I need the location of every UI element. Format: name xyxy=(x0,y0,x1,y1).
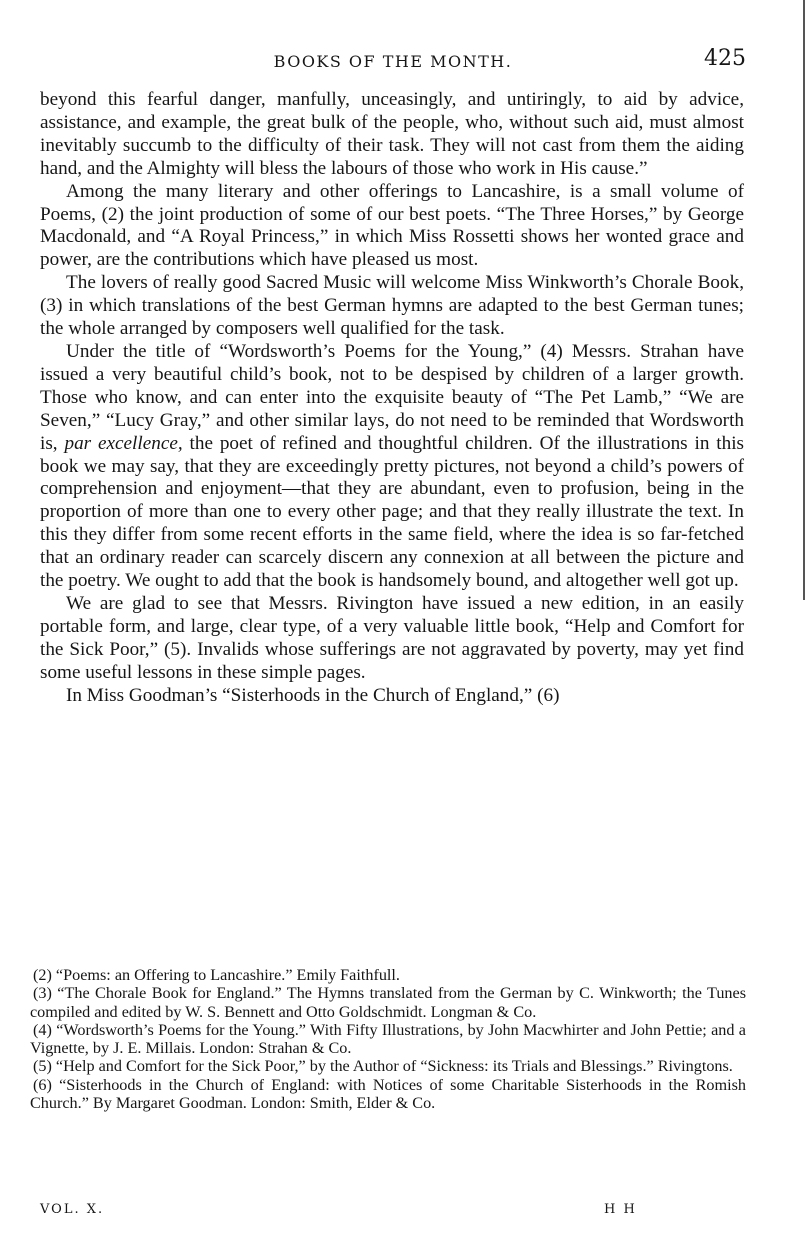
paragraph-wordsworth-part1: Under the title of “Wordsworth’s Poems for the Young,” (4) Messrs. Strahan have issued a very beautiful child’s book, not to be despised by children of a larger growth. Those who know, and can enter into the exquisite beauty of “The Pet Lamb,” “We are Seven,” “Lucy Gray,” and other similar lays, do not need to be reminded that Wordsworth is, xyxy=(40,340,744,454)
footnote-5: (5) “Help and Comfort for the Sick Poor,” by the Author of “Sickness: its Trials and Blessings.” Rivingtons. xyxy=(33,1057,733,1076)
paragraph-chorale-book: The lovers of really good Sacred Music will welcome Miss Winkworth’s Chorale Book, (3) in which translations of the best German hymns are adapted to the best German tunes; the whole arranged by composers well qualified for the task. xyxy=(40,272,744,340)
running-title: BOOKS OF THE MONTH. xyxy=(273,52,513,71)
page-header xyxy=(40,46,746,76)
paragraph-continuation: beyond this fearful danger, manfully, unceasingly, and untiringly, to aid by advice, assistance, and example, the great bulk of the people, who, without such aid, must almost inevitably succumb to the difficulty of their task. They will not cast from them the aiding hand, and the Almighty will bless the labours of those who work in His cause.” xyxy=(40,89,744,179)
footnote-6: (6) “Sisterhoods in the Church of England: with Notices of some Charitable Sisterhoods in the Romish Church.” By Margaret Goodman. London: Smith, Elder & Co. xyxy=(30,1075,746,1113)
paragraph-wordsworth-part2: the poet of refined and thoughtful children. Of the illustrations in this book we may say, that they are exceedingly pretty pictures, not beyond a child’s powers of comprehension and enjoyment—that they are abundant, even to profusion, being in the proportion of more than one to every other page; and that they really illustrate the text. In this they differ from some recent efforts in the same field, where the idea is so far-fetched that an ordinary reader can scarcely discern any connexion at all between the picture and the poetry. We ought to add that the book is handsomely bound, and altogether well got up. xyxy=(40,432,744,592)
paragraph-sick-poor: We are glad to see that Messrs. Rivington have issued a new edition, in an easily portable form, and large, clear type, of a very valuable little book, “Help and Comfort for the Sick Poor,” (5). Invalids whose sufferings are not aggravated by poverty, may yet find some useful lessons in these simple pages. xyxy=(40,592,744,683)
footnotes xyxy=(30,966,746,1112)
paragraph-sisterhoods: In Miss Goodman’s “Sisterhoods in the Church of England,” (6) xyxy=(66,684,560,706)
footnote-2: (2) “Poems: an Offering to Lancashire.” Emily Faithfull. xyxy=(33,966,400,984)
footnote-4: (4) “Wordsworth’s Poems for the Young.” With Fifty Illustrations, by John Macwhirter and John Pettie; and a Vignette, by J. E. Millais. London: Strahan & Co. xyxy=(30,1020,746,1058)
page-number: 425 xyxy=(704,46,746,71)
volume-label: VOL. X. xyxy=(40,1202,105,1217)
main-text xyxy=(40,89,744,707)
italic-phrase: par excellence, xyxy=(64,432,183,454)
paragraph-wordsworth xyxy=(40,341,744,593)
signature-mark: H H xyxy=(604,1202,637,1217)
page-footer xyxy=(40,1202,740,1224)
paragraph-poems-lancashire: Among the many literary and other offerings to Lancashire, is a small volume of Poems, (2) the joint production of some of our best poets. “The Three Horses,” by George Macdonald, and “A Royal Princess,” in which Miss Rossetti shows her wonted grace and power, are the contributions which have pleased us most. xyxy=(40,180,744,271)
footnote-3: (3) “The Chorale Book for England.” The Hymns translated from the German by C. Winkworth; the Tunes compiled and edited by W. S. Bennett and Otto Goldschmidt. Longman & Co. xyxy=(30,984,746,1021)
